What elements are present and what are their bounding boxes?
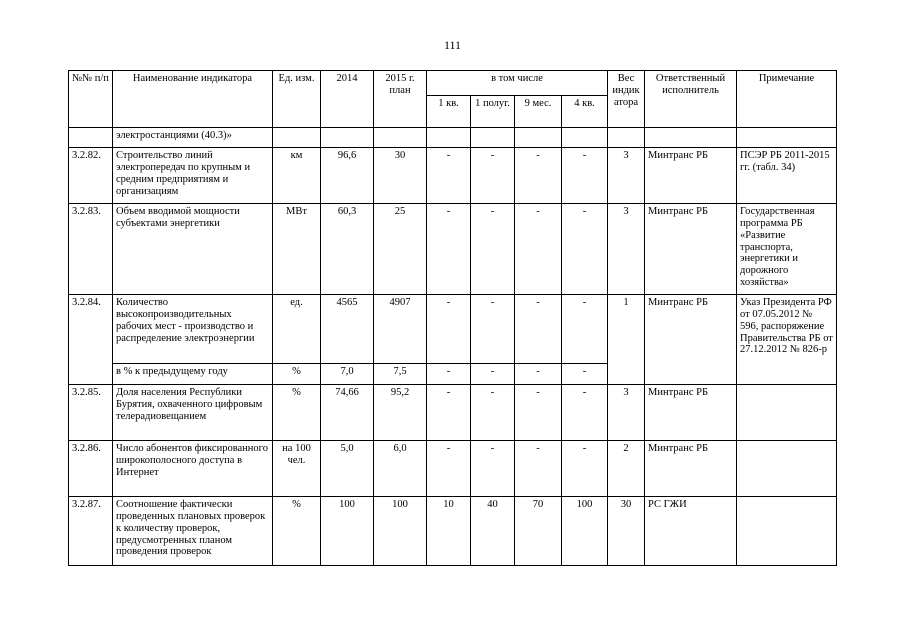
cell-q1: - — [427, 148, 471, 204]
cell-note — [737, 441, 837, 497]
cell-plan: 100 — [374, 497, 427, 566]
cell-responsible: РС ГЖИ — [645, 497, 737, 566]
cell-9m: - — [515, 148, 562, 204]
cell-half: - — [471, 441, 515, 497]
cell-plan: 4907 — [374, 295, 427, 364]
cell-2014: 5,0 — [321, 441, 374, 497]
cell-2014: 60,3 — [321, 204, 374, 295]
header-unit: Ед. изм. — [273, 71, 321, 128]
cell-unit: ед. — [273, 295, 321, 364]
cell-num: 3.2.87. — [69, 497, 113, 566]
table-header — [69, 71, 837, 128]
cell-9m: - — [515, 295, 562, 364]
cell-plan: 7,5 — [374, 364, 427, 385]
cell-name: в % к предыдущему году — [113, 364, 273, 385]
header-weight: Вес индик атора — [608, 71, 645, 128]
header-q4: 4 кв. — [562, 96, 608, 128]
cell-note: ПСЭР РБ 2011-2015 гг. (табл. 34) — [737, 148, 837, 204]
cell-note — [737, 385, 837, 441]
cell-unit: км — [273, 148, 321, 204]
header-name: Наименование индикатора — [113, 71, 273, 128]
cell-responsible: Минтранс РБ — [645, 385, 737, 441]
cell-num: 3.2.85. — [69, 385, 113, 441]
table-row — [69, 204, 837, 295]
cell-plan: 95,2 — [374, 385, 427, 441]
cell-q4: - — [562, 385, 608, 441]
cell-num — [69, 128, 113, 148]
cell-9m: - — [515, 204, 562, 295]
cell-plan: 6,0 — [374, 441, 427, 497]
header-9-months: 9 мес. — [515, 96, 562, 128]
cell-num: 3.2.86. — [69, 441, 113, 497]
cell-name: Строительство линий электропередач по крупным и средним предприятиям и организациям — [113, 148, 273, 204]
cell-num: 3.2.82. — [69, 148, 113, 204]
cell-q1: - — [427, 441, 471, 497]
header-responsible: Ответственный исполнитель — [645, 71, 737, 128]
cell-note — [737, 497, 837, 566]
table-row — [69, 385, 837, 441]
cell-note: Государственная программа РБ «Развитие транспорта, энергетики и дорожного хозяйства» — [737, 204, 837, 295]
table-row — [69, 497, 837, 566]
cell-q1: - — [427, 204, 471, 295]
cell-half: 40 — [471, 497, 515, 566]
cell-half: - — [471, 148, 515, 204]
cell-9m: - — [515, 441, 562, 497]
cell-half: - — [471, 295, 515, 364]
cell-half: - — [471, 385, 515, 441]
header-2014: 2014 — [321, 71, 374, 128]
table-row — [69, 441, 837, 497]
cell-q4: - — [562, 204, 608, 295]
cell-q4: - — [562, 148, 608, 204]
cell-q4: 100 — [562, 497, 608, 566]
cell-plan: 25 — [374, 204, 427, 295]
header-num: №№ п/п — [69, 71, 113, 128]
continuation-text: электростанциями (40.3)» — [113, 128, 273, 148]
cell-q4: - — [562, 364, 608, 385]
cell-responsible: Минтранс РБ — [645, 148, 737, 204]
cell-q1: - — [427, 295, 471, 364]
cell-plan: 30 — [374, 148, 427, 204]
cell-responsible: Минтранс РБ — [645, 441, 737, 497]
page-number: 111 — [443, 38, 462, 52]
cell-2014: 100 — [321, 497, 374, 566]
cell-2014: 7,0 — [321, 364, 374, 385]
header-half-year: 1 полуг. — [471, 96, 515, 128]
header-q1: 1 кв. — [427, 96, 471, 128]
cell-9m: 70 — [515, 497, 562, 566]
cell-unit: % — [273, 497, 321, 566]
cell-half: - — [471, 204, 515, 295]
cell-2014: 74,66 — [321, 385, 374, 441]
cell-num: 3.2.84. — [69, 295, 113, 385]
indicators-table — [68, 70, 837, 566]
cell-q1: 10 — [427, 497, 471, 566]
header-note: Примечание — [737, 71, 837, 128]
cell-9m: - — [515, 385, 562, 441]
header-plan-2015: 2015 г. план — [374, 71, 427, 128]
cell-2014: 96,6 — [321, 148, 374, 204]
cell-name: Количество высокопроизводительных рабочих мест - производство и распределение электроэнергии — [113, 295, 273, 364]
cell-half: - — [471, 364, 515, 385]
cell-weight: 3 — [608, 148, 645, 204]
cell-unit: % — [273, 364, 321, 385]
cell-unit: МВт — [273, 204, 321, 295]
table-row — [69, 148, 837, 204]
cell-name: Объем вводимой мощности субъектами энергетики — [113, 204, 273, 295]
cell-responsible: Минтранс РБ — [645, 295, 737, 385]
cell-q4: - — [562, 295, 608, 364]
cell-name: Доля населения Республики Бурятия, охваченного цифровым телерадиовещанием — [113, 385, 273, 441]
cell-q4: - — [562, 441, 608, 497]
table-row — [69, 295, 837, 364]
cell-9m: - — [515, 364, 562, 385]
cell-weight: 3 — [608, 385, 645, 441]
cell-unit: на 100 чел. — [273, 441, 321, 497]
header-including: в том числе — [427, 71, 608, 96]
cell-weight: 1 — [608, 295, 645, 385]
cell-name: Соотношение фактически проведенных плановых проверок к количеству проверок, предусмотренных планом проведения проверок — [113, 497, 273, 566]
cell-weight: 2 — [608, 441, 645, 497]
cell-responsible: Минтранс РБ — [645, 204, 737, 295]
cell-q1: - — [427, 385, 471, 441]
table-row — [69, 128, 837, 148]
cell-weight: 3 — [608, 204, 645, 295]
cell-name: Число абонентов фиксированного широкополосного доступа в Интернет — [113, 441, 273, 497]
cell-2014: 4565 — [321, 295, 374, 364]
cell-q1: - — [427, 364, 471, 385]
cell-num: 3.2.83. — [69, 204, 113, 295]
cell-weight: 30 — [608, 497, 645, 566]
cell-note: Указ Президента РФ от 07.05.2012 № 596, распоряжение Правительства РБ от 27.12.2012 № 826-р — [737, 295, 837, 385]
cell-unit: % — [273, 385, 321, 441]
